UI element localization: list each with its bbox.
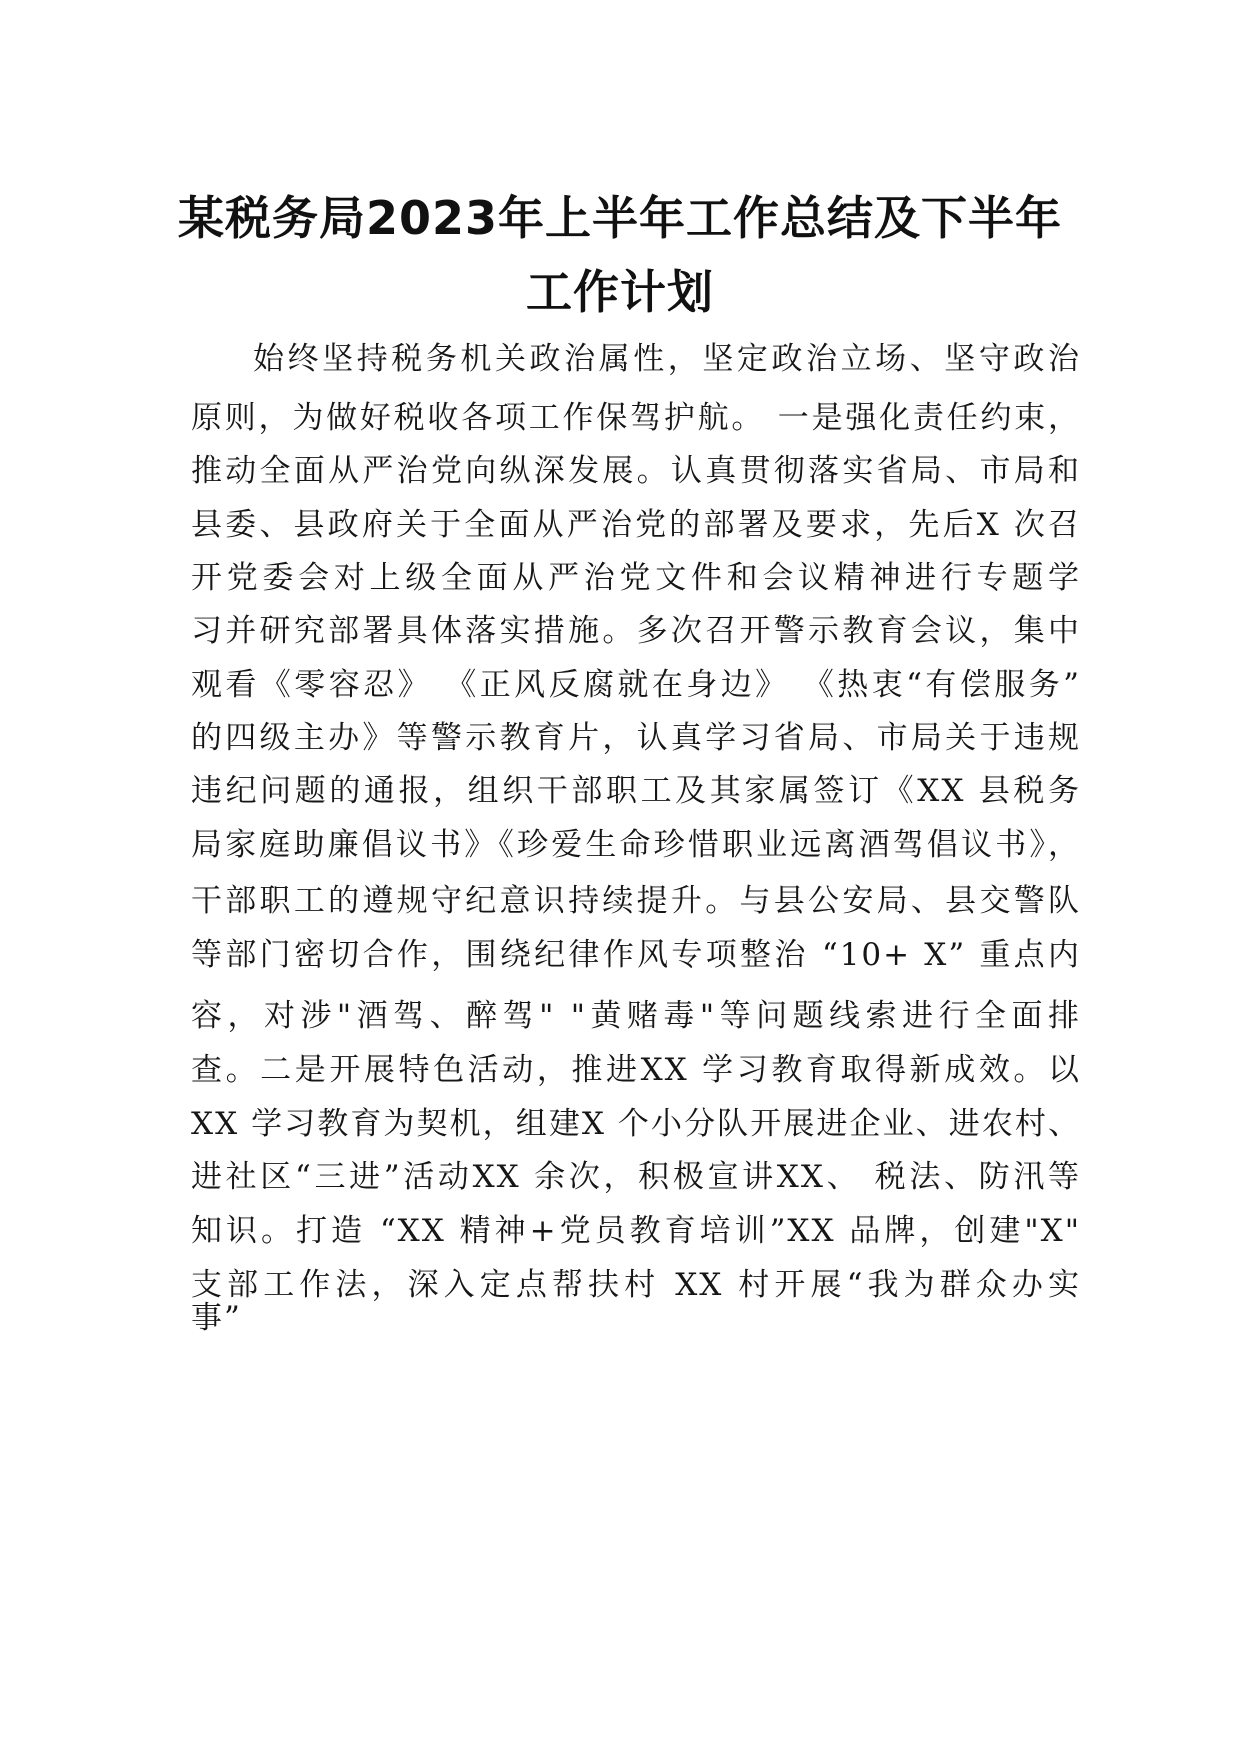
title-line-2: 工作计划 — [526, 265, 714, 319]
body-line-7: 观看《零容忍》 《正风反腐就在身边》 《热衷“有偿服务” — [191, 667, 1081, 703]
body-line-11: 干部职工的遵规守纪意识持续提升。与县公安局、县交警队 — [191, 883, 1081, 919]
body-line-16: 进社区“三进”活动XX 余次，积极宣讲XX、 税法、防汛等 — [191, 1159, 1081, 1195]
body-line-9: 违纪问题的通报，组织干部职工及其家属签订《XX 县税务 — [191, 773, 1081, 809]
body-line-13: 容，对涉"酒驾、醉驾" "黄赌毒"等问题线索进行全面排 — [191, 998, 1081, 1034]
body-line-18: 支部工作法，深入定点帮扶村 XX 村开展“我为群众办实 — [191, 1267, 1081, 1303]
body-line-19: 事” — [191, 1300, 242, 1336]
body-line-2: 原则，为做好税收各项工作保驾护航。 一是强化责任约束， — [191, 400, 1081, 436]
body-line-3: 推动全面从严治党向纵深发展。认真贯彻落实省局、市局和 — [191, 453, 1081, 489]
body-line-17: 知识。打造 “XX 精神+党员教育培训”XX 品牌，创建"X" — [191, 1213, 1081, 1249]
body-line-4: 县委、县政府关于全面从严治党的部署及要求，先后X 次召 — [191, 507, 1081, 543]
body-line-1: 始终坚持税务机关政治属性，坚定政治立场、坚守政治 — [253, 341, 1081, 377]
title-line-1: 某税务局2023年上半年工作总结及下半年 — [177, 191, 1063, 245]
body-line-14: 查。二是开展特色活动，推进XX 学习教育取得新成效。以 — [191, 1052, 1081, 1088]
body-line-10: 局家庭助廉倡议书》《珍爱生命珍惜职业远离酒驾倡议书》， — [191, 827, 1081, 863]
body-line-6: 习并研究部署具体落实措施。多次召开警示教育会议，集中 — [191, 613, 1081, 649]
body-line-12: 等部门密切合作，围绕纪律作风专项整治 “10+ X” 重点内 — [191, 937, 1081, 973]
body-line-8: 的四级主办》等警示教育片，认真学习省局、市局关于违规 — [191, 720, 1081, 756]
body-line-15: XX 学习教育为契机，组建X 个小分队开展进企业、进农村、 — [191, 1106, 1081, 1142]
body-line-5: 开党委会对上级全面从严治党文件和会议精神进行专题学 — [191, 560, 1081, 596]
